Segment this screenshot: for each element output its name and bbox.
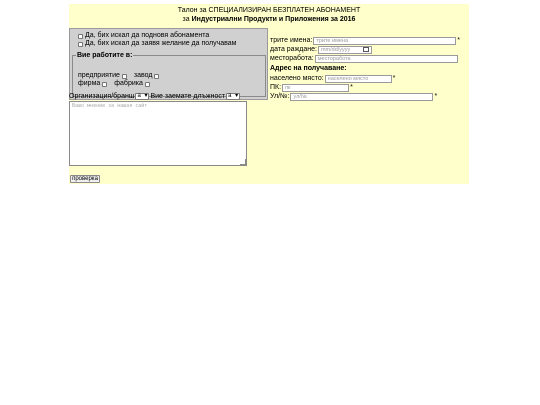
name-label: трите имена: [270, 37, 313, 44]
company-checkbox[interactable] [102, 82, 107, 87]
request-checkbox[interactable] [78, 42, 83, 47]
subscription-box [69, 28, 268, 100]
street-input[interactable]: ул/№ [290, 93, 433, 101]
position-label: Вие заемате длъжност [150, 93, 226, 100]
comment-textarea[interactable] [69, 101, 247, 166]
street-row [270, 92, 437, 101]
title-line-2: за Индустриални Продукти и Приложения за 2016 [182, 16, 356, 23]
enterprise-checkbox[interactable] [122, 74, 127, 79]
calendar-icon[interactable] [363, 47, 369, 52]
renew-option[interactable] [78, 32, 209, 40]
work-option-label: предприятие [78, 72, 120, 79]
work-row-1 [78, 72, 159, 80]
city-input[interactable]: населено място [325, 75, 392, 83]
renew-checkbox[interactable] [78, 34, 83, 39]
resize-handle[interactable] [240, 159, 246, 165]
work-option-label: фабрика [114, 80, 143, 87]
workplace-row [270, 54, 458, 63]
chevron-down-icon: ▾ [235, 93, 239, 99]
work-type-fieldset [72, 52, 266, 97]
required-mark: * [392, 75, 396, 82]
title-bold: Индустриални Продукти и Приложения за 2016 [191, 16, 356, 23]
dob-row [270, 45, 372, 54]
required-mark: * [434, 93, 438, 100]
page-title [69, 6, 469, 24]
work-type-legend: Вие работите в: [77, 52, 133, 59]
org-label: Организация/бранш [69, 93, 135, 100]
city-label: населено място: [270, 75, 324, 82]
city-row [270, 74, 395, 83]
dob-label: дата раждане: [270, 46, 317, 53]
zip-label: ПК: [270, 84, 282, 91]
work-option-label: фирма [78, 80, 101, 87]
workplace-input[interactable]: месторабота [315, 55, 458, 63]
title-line-1: Талон за СПЕЦИАЛИЗИРАН БЕЗПЛАТЕН АБОНАМЕНТ [177, 7, 361, 14]
org-row [69, 92, 240, 101]
name-row [270, 36, 460, 45]
street-label: Ул/№: [270, 93, 290, 100]
org-select[interactable]: а ▾ [137, 93, 148, 99]
renew-label: Да, бих искал да подновя абонамента [85, 32, 210, 39]
workplace-label: месторабота: [270, 55, 314, 62]
request-option[interactable] [78, 40, 236, 48]
request-label: Да, бих искал да заявя желание да получавам [85, 40, 237, 47]
work-option-label: завод [133, 72, 153, 79]
work-row-2 [78, 80, 150, 88]
chevron-down-icon: ▾ [144, 93, 148, 99]
required-mark: * [457, 37, 461, 44]
zip-input[interactable]: пк [282, 84, 349, 92]
address-heading: Адрес на получаване: [270, 65, 347, 72]
comment-placeholder: Вашо мнение за нашая сайт [72, 103, 148, 109]
plant-checkbox[interactable] [154, 74, 159, 79]
position-select[interactable]: а ▾ [228, 93, 239, 99]
submit-button[interactable]: проверка [70, 175, 100, 183]
required-mark: * [350, 84, 353, 91]
name-input[interactable]: трите имена [313, 37, 456, 45]
factory-checkbox[interactable] [145, 82, 150, 87]
zip-row [270, 83, 353, 92]
dob-input[interactable]: mm/dd/yyyy [318, 46, 372, 54]
